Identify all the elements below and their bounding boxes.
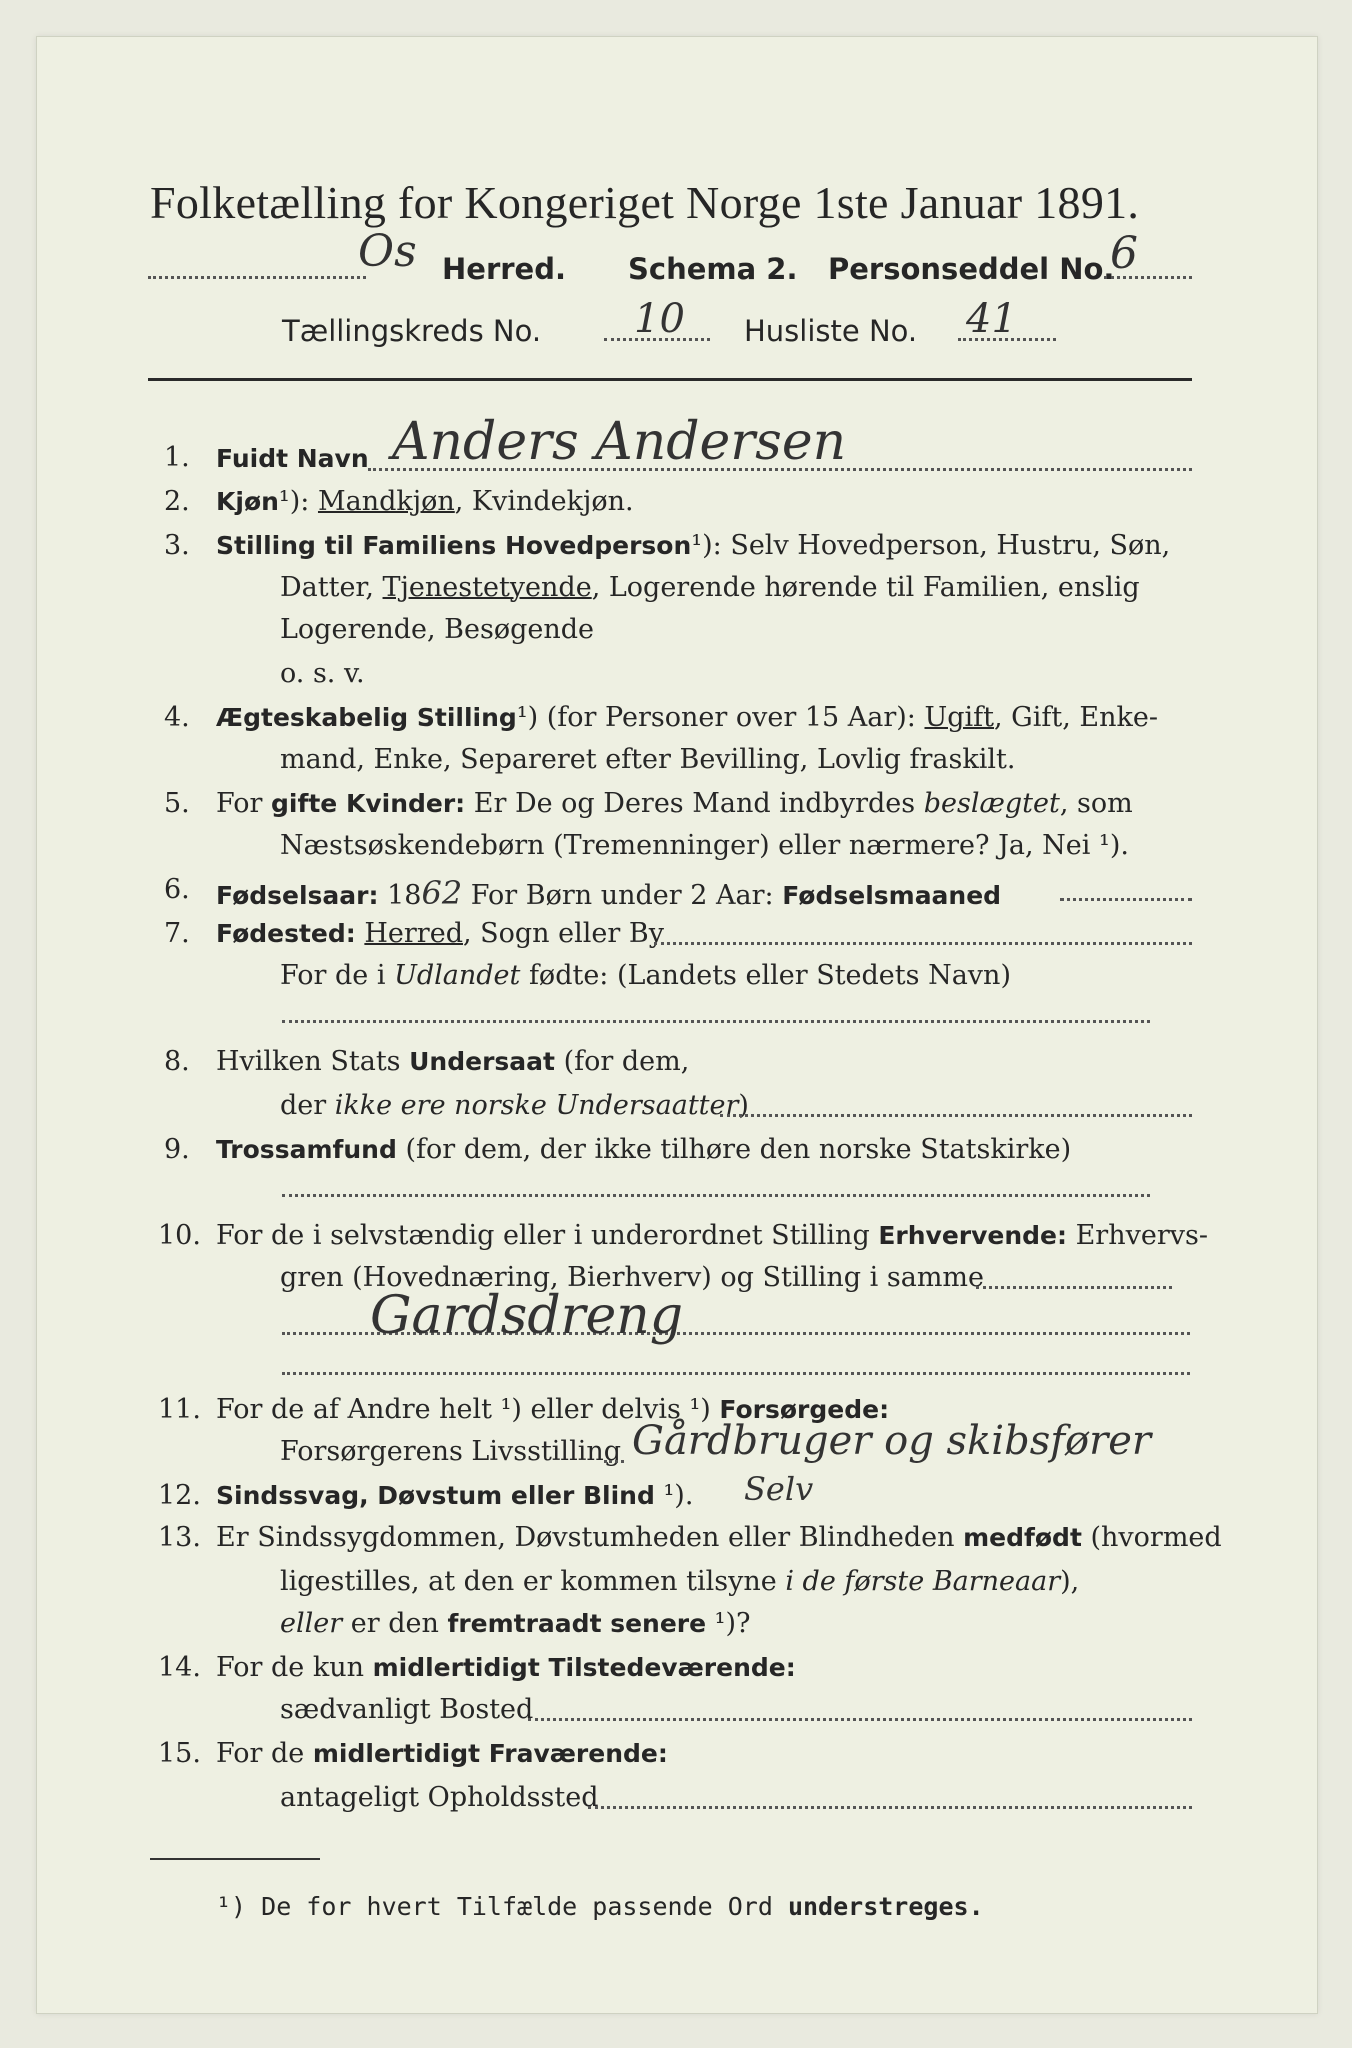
q9-line1 (216, 1134, 1071, 1165)
q10-line2: gren (Hovednæring, Bierhverv) og Stilling i samme (280, 1262, 985, 1293)
q15-line2: antageligt Opholdssted (280, 1782, 599, 1813)
kreds-label: Tællingskreds No. (282, 314, 542, 348)
q2-number: 2. (164, 486, 190, 517)
q3-line1-rest: Selv Hovedperson, Hustru, Søn, (730, 530, 1171, 561)
q6-dotline (1060, 898, 1192, 901)
q10-b: Erhvervs- (1067, 1220, 1208, 1251)
q8-dotline (720, 1114, 1192, 1117)
personseddel-label: Personseddel No. (828, 252, 1115, 286)
q8-line1 (216, 1046, 689, 1077)
q4-rest: , Gift, Enke- (994, 702, 1158, 733)
q2-selected-option: Mandkjøn (317, 486, 455, 517)
q3-sup: ¹): (691, 530, 731, 561)
q11-a: For de af Andre helt ¹) eller delvis ¹) (216, 1394, 720, 1425)
q4-label: Ægteskabelig Stilling (216, 703, 517, 732)
q10-line1 (216, 1220, 1208, 1251)
q1-number: 1. (164, 442, 190, 473)
q10-number: 10. (158, 1220, 201, 1251)
q3-line1 (216, 530, 1170, 561)
q10-occupation-value: Gardsdreng (370, 1286, 684, 1346)
q3-line2 (280, 572, 1140, 603)
herred-dotline (148, 276, 366, 279)
q2-rest: , Kvindekjøn. (454, 486, 634, 517)
q5-line1 (216, 788, 1133, 819)
q7-label: Fødested: (216, 919, 356, 948)
footnote (216, 1892, 984, 1921)
q6-label2: Fødselsmaaned (782, 881, 1002, 910)
q13-b: (hvormed (1081, 1522, 1222, 1553)
q7-dotline (654, 942, 1192, 945)
q13-line2-italic: i de første Barneaar (785, 1566, 1061, 1597)
herred-label: Herred. (442, 252, 566, 286)
q7-line2 (280, 960, 1011, 991)
q8-line2-b: ) (738, 1090, 749, 1121)
q14-label: midlertidigt Tilstedeværende: (372, 1653, 796, 1682)
page-title: Folketælling for Kongeriget Norge 1ste Januar 1891. (150, 177, 1140, 228)
q13-line3-bold: fremtraadt senere (447, 1609, 707, 1638)
q9-rest: (for dem, der ikke tilhøre den norske Statskirke) (396, 1134, 1072, 1165)
footnote-text: ¹) De for hvert Tilfælde passende Ord (216, 1892, 788, 1921)
q3-number: 3. (164, 530, 190, 561)
q13-a: Er Sindssygdommen, Døvstumheden eller Blindheden (216, 1522, 964, 1553)
q7-line1 (216, 918, 664, 949)
q10-dotline (976, 1286, 1172, 1289)
q9-number: 9. (164, 1134, 190, 1165)
q13-line3-c: ¹)? (706, 1608, 751, 1639)
q10-dotline3 (282, 1372, 1190, 1375)
q7-line2-a: For de i (280, 960, 395, 991)
q15-a: For de (216, 1738, 313, 1769)
q7-rest: , Sogn eller By (462, 918, 664, 949)
q4-mid: ¹) (for Personer over 15 Aar): (516, 702, 925, 733)
q5-italic: beslægtet (923, 788, 1060, 819)
q5-number: 5. (164, 788, 190, 819)
q11-number: 11. (158, 1394, 201, 1425)
q7-selected-option: Herred (364, 918, 463, 949)
q14-line1 (216, 1652, 796, 1683)
q11-dotline (604, 1460, 624, 1463)
q12-line1 (216, 1480, 693, 1511)
q6-mid: For Børn under 2 Aar: (462, 880, 783, 911)
q3-line2-rest: , Logerende hørende til Familien, enslig (591, 572, 1140, 603)
q13-number: 13. (158, 1522, 201, 1553)
q11-label: Forsørgede: (719, 1395, 890, 1424)
q11-provider-value: Gårdbruger og skibsfører (632, 1418, 1152, 1464)
q4-line1 (216, 702, 1158, 733)
q13-line3 (280, 1608, 751, 1639)
q13-line2-b: ), (1060, 1566, 1080, 1597)
schema-label: Schema 2. (628, 252, 798, 286)
q13-line3-a: er den (342, 1608, 448, 1639)
q12-sup: ¹). (654, 1480, 694, 1511)
q14-dotline (528, 1718, 1192, 1721)
husliste-value: 41 (966, 296, 1017, 342)
q13-line2 (280, 1566, 1079, 1597)
q7-line2-italic: Udlandet (394, 960, 521, 991)
personseddel-dotline (1104, 276, 1192, 279)
q6-prefix: 18 (378, 880, 422, 911)
q6-line1 (216, 874, 1001, 912)
q7-dotline2 (282, 1020, 1150, 1023)
q8-line2-italic: ikke ere norske Undersaatter (334, 1090, 739, 1121)
husliste-label: Husliste No. (744, 314, 918, 348)
q13-line1 (216, 1522, 1222, 1553)
header-rule (148, 378, 1192, 381)
q11-line2: Forsørgerens Livsstilling (280, 1436, 622, 1467)
q5-c: , som (1059, 788, 1133, 819)
q4-line2: mand, Enke, Separeret efter Bevilling, Lovlig fraskilt. (280, 744, 1016, 775)
q1-label: Fuidt Navn (216, 444, 369, 473)
q3-line4: o. s. v. (280, 658, 365, 689)
q12-label: Sindssvag, Døvstum eller Blind (216, 1481, 655, 1510)
q15-line1 (216, 1738, 668, 1769)
q6-label: Fødselsaar: (216, 881, 379, 910)
q12-value: Selv (744, 1470, 814, 1508)
q3-line3: Logerende, Besøgende (280, 614, 594, 645)
q2-text (216, 486, 634, 517)
q13-line2-a: ligestilles, at den er kommen tilsyne (280, 1566, 786, 1597)
q3-label: Stilling til Familiens Hovedperson (216, 531, 692, 560)
q10-label: Erhvervende: (878, 1221, 1068, 1250)
q2-label: Kjøn (216, 487, 279, 516)
q14-line2: sædvanligt Bosted (280, 1694, 534, 1725)
q8-a: Hvilken Stats (216, 1046, 410, 1077)
q13-line3-italic: eller (280, 1608, 343, 1639)
q13-label: medfødt (963, 1523, 1082, 1552)
q2-sup: ¹): (278, 486, 318, 517)
q4-selected-option: Ugift (924, 702, 995, 733)
footnote-bold: understreges. (787, 1892, 984, 1921)
q15-dotline (588, 1806, 1192, 1809)
q7-line2-b: fødte: (Landets eller Stedets Navn) (520, 960, 1011, 991)
q1-name-value: Anders Andersen (392, 412, 847, 472)
q9-dotline (282, 1194, 1150, 1197)
q5-label: gifte Kvinder: (271, 789, 466, 818)
q4-number: 4. (164, 702, 190, 733)
kreds-value: 10 (634, 296, 685, 342)
personseddel-value: 6 (1110, 228, 1138, 279)
q15-label: midlertidigt Fraværende: (312, 1739, 668, 1768)
q14-a: For de kun (216, 1652, 373, 1683)
q3-line2-a: Datter, (280, 572, 383, 603)
q14-number: 14. (158, 1652, 201, 1683)
q8-line2 (280, 1090, 749, 1121)
q5-b: Er De og Deres Mand indbyrdes (465, 788, 924, 819)
q5-a: For (216, 788, 272, 819)
q8-number: 8. (164, 1046, 190, 1077)
herred-value: Os (358, 226, 417, 277)
q12-number: 12. (158, 1480, 201, 1511)
q7-number: 7. (164, 918, 190, 949)
q15-number: 15. (158, 1738, 201, 1769)
q8-b: (for dem, (554, 1046, 690, 1077)
footnote-rule (150, 1858, 320, 1860)
q6-birthyear-value: 62 (421, 874, 463, 912)
q8-line2-a: der (280, 1090, 335, 1121)
q10-a: For de i selvstændig eller i underordnet Stilling (216, 1220, 879, 1251)
q3-selected-option: Tjenestetyende (382, 572, 592, 603)
q8-label: Undersaat (409, 1047, 555, 1076)
q6-number: 6. (164, 874, 190, 905)
q5-line2: Næstsøskendebørn (Tremenninger) eller nærmere? Ja, Nei ¹). (280, 830, 1129, 861)
q9-label: Trossamfund (216, 1135, 397, 1164)
